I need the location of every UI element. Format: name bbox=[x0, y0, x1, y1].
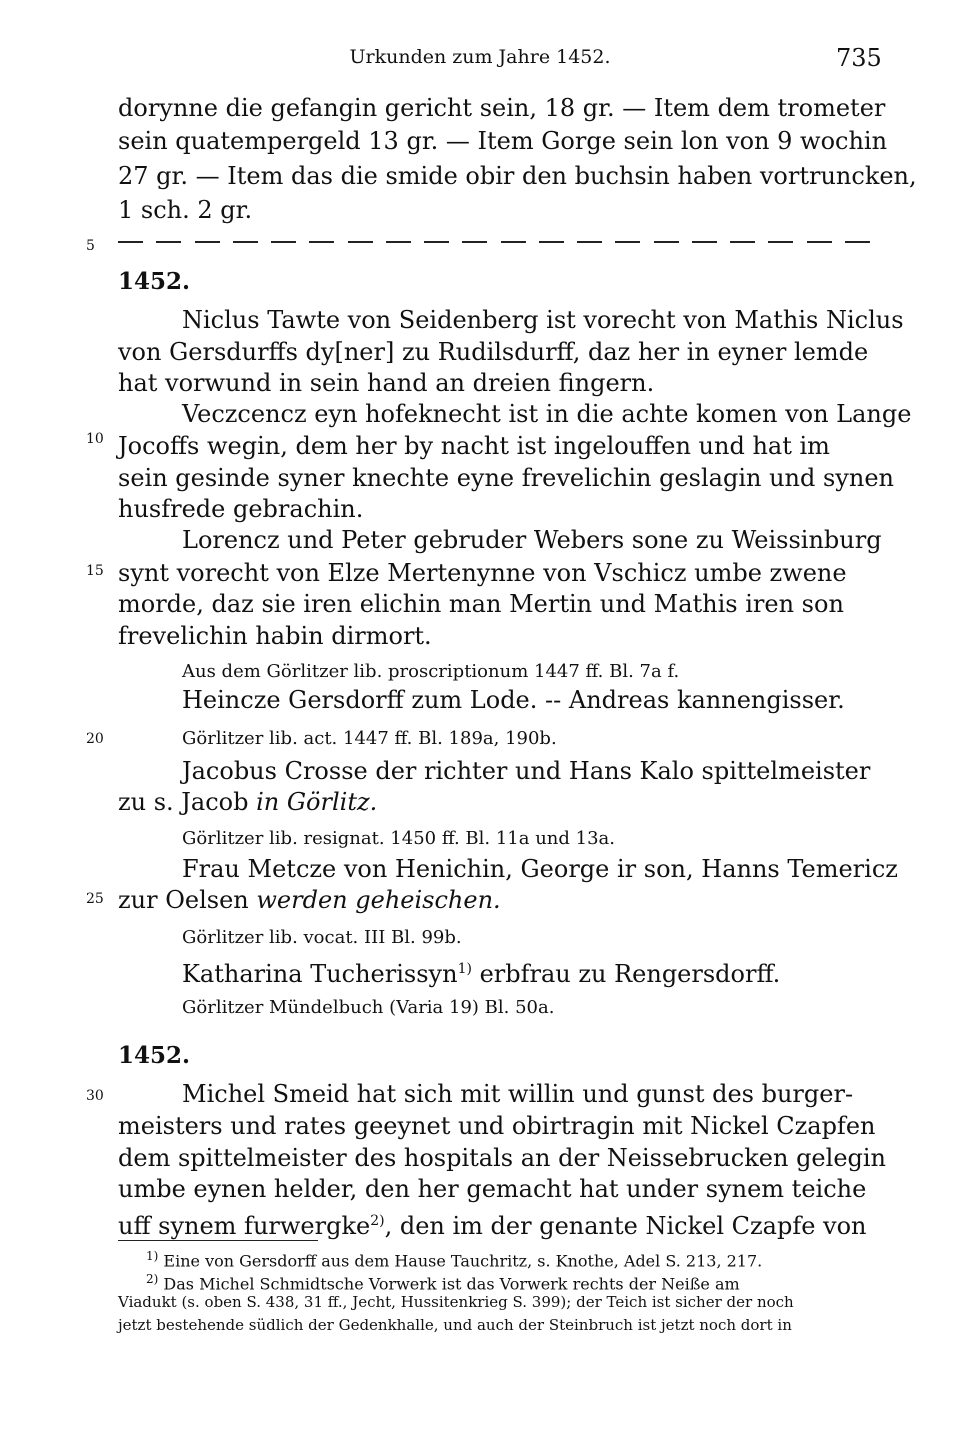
text-line: sein gesinde syner knechte eyne frevelichin geslagin und synen bbox=[118, 464, 894, 492]
text-line: dem spittelmeister des hospitals an der Neissebrucken gelegin bbox=[118, 1144, 887, 1172]
text-line: dorynne die gefangin gericht sein, 18 gr. — Item dem trometer bbox=[118, 94, 886, 122]
source-citation: Görlitzer lib. act. 1447 ff. Bl. 189a, 190b. bbox=[182, 728, 557, 749]
line-number: 5 bbox=[86, 238, 95, 254]
source-citation: Görlitzer lib. resignat. 1450 ff. Bl. 11a und 13a. bbox=[182, 828, 615, 849]
text-line: Lorencz und Peter gebruder Webers sone zu Weissinburg bbox=[182, 526, 882, 554]
entry-line: Heincze Gersdorff zum Lode. -- Andreas kannengisser. bbox=[182, 686, 845, 714]
text-line: von Gersdurffs dy[ner] zu Rudilsdurff, daz her in eyner lemde bbox=[118, 338, 869, 366]
text-span: , den im der genante Nickel Czapfe von bbox=[384, 1212, 867, 1240]
source-citation: Aus dem Görlitzer lib. proscriptionum 1447 ff. Bl. 7a f. bbox=[182, 661, 680, 682]
entry-text: zu s. Jacob bbox=[118, 788, 257, 816]
line-number: 30 bbox=[86, 1088, 104, 1104]
year-heading: 1452. bbox=[118, 268, 191, 295]
entry-text: erbfrau zu Rengersdorff. bbox=[471, 960, 781, 988]
footnote-ref: 1) bbox=[457, 961, 472, 977]
footnote-mark: 1) bbox=[146, 1249, 159, 1263]
text-line: 1 sch. 2 gr. bbox=[118, 196, 253, 224]
entry-italic: werden geheischen. bbox=[256, 886, 501, 914]
running-title: Urkunden zum Jahre 1452. bbox=[349, 46, 611, 68]
text-line: synt vorecht von Elze Mertenynne von Vschicz umbe zwene bbox=[118, 559, 847, 587]
footnote-text: Das Michel Schmidtsche Vorwerk ist das Vorwerk rechts der Neiße am bbox=[163, 1274, 740, 1294]
source-citation: Görlitzer Mündelbuch (Varia 19) Bl. 50a. bbox=[182, 997, 555, 1018]
text-line bbox=[118, 1205, 867, 1242]
footnote-line: jetzt bestehende südlich der Gedenkhalle, und auch der Steinbruch ist jetzt noch dort in bbox=[118, 1316, 792, 1334]
text-span: uff synem furwergke bbox=[118, 1212, 371, 1240]
entry-line bbox=[118, 884, 501, 916]
entry-italic: in Görlitz. bbox=[256, 788, 378, 816]
text-line: Veczcencz eyn hofeknecht ist in die achte komen von Lange bbox=[182, 400, 912, 428]
entry-line bbox=[182, 953, 780, 990]
line-number: 15 bbox=[86, 563, 104, 579]
source-citation: Görlitzer lib. vocat. III Bl. 99b. bbox=[182, 927, 462, 948]
entry-line: Jacobus Crosse der richter und Hans Kalo spittelmeister bbox=[182, 757, 871, 785]
page-number: 735 bbox=[836, 44, 882, 72]
footnote-mark: 2) bbox=[146, 1272, 159, 1286]
text-line: morde, daz sie iren elichin man Mertin und Mathis iren son bbox=[118, 590, 844, 618]
entry-text: Katharina Tucherissyn bbox=[182, 960, 458, 988]
text-line: umbe eynen helder, den her gemacht hat under synem teiche bbox=[118, 1175, 867, 1203]
text-line: Jocoffs wegin, dem her by nacht ist ingelouffen und hat im bbox=[118, 432, 830, 460]
year-heading: 1452. bbox=[118, 1042, 191, 1069]
footnote-rule bbox=[118, 1240, 318, 1241]
section-separator bbox=[118, 232, 870, 252]
text-line: sein quatempergeld 13 gr. — Item Gorge sein lon von 9 wochin bbox=[118, 127, 888, 155]
footnote-line: Viadukt (s. oben S. 438, 31 ff., Jecht, Hussitenkrieg S. 399); der Teich ist sicher der noch bbox=[118, 1293, 794, 1311]
entry-text: zur Oelsen bbox=[118, 886, 257, 914]
text-line: meisters und rates geeynet und obirtragin mit Nickel Czapfen bbox=[118, 1112, 876, 1140]
line-number: 25 bbox=[86, 891, 104, 907]
line-number: 20 bbox=[86, 731, 104, 747]
text-line: frevelichin habin dirmort. bbox=[118, 622, 432, 650]
text-line: Niclus Tawte von Seidenberg ist vorecht von Mathis Niclus bbox=[182, 306, 904, 334]
entry-line bbox=[118, 786, 377, 818]
text-line: 27 gr. — Item das die smide obir den buchsin haben vortruncken, bbox=[118, 162, 917, 190]
footnote-ref: 2) bbox=[370, 1213, 385, 1229]
entry-line: Frau Metcze von Henichin, George ir son, Hanns Temericz bbox=[182, 855, 898, 883]
text-line: Michel Smeid hat sich mit willin und gunst des burger- bbox=[182, 1080, 854, 1108]
text-line: hat vorwund in sein hand an dreien fingern. bbox=[118, 369, 655, 397]
text-line: husfrede gebrachin. bbox=[118, 495, 364, 523]
footnote-text: Eine von Gersdorff aus dem Hause Tauchritz, s. Knothe, Adel S. 213, 217. bbox=[163, 1251, 763, 1271]
line-number: 10 bbox=[86, 431, 104, 447]
